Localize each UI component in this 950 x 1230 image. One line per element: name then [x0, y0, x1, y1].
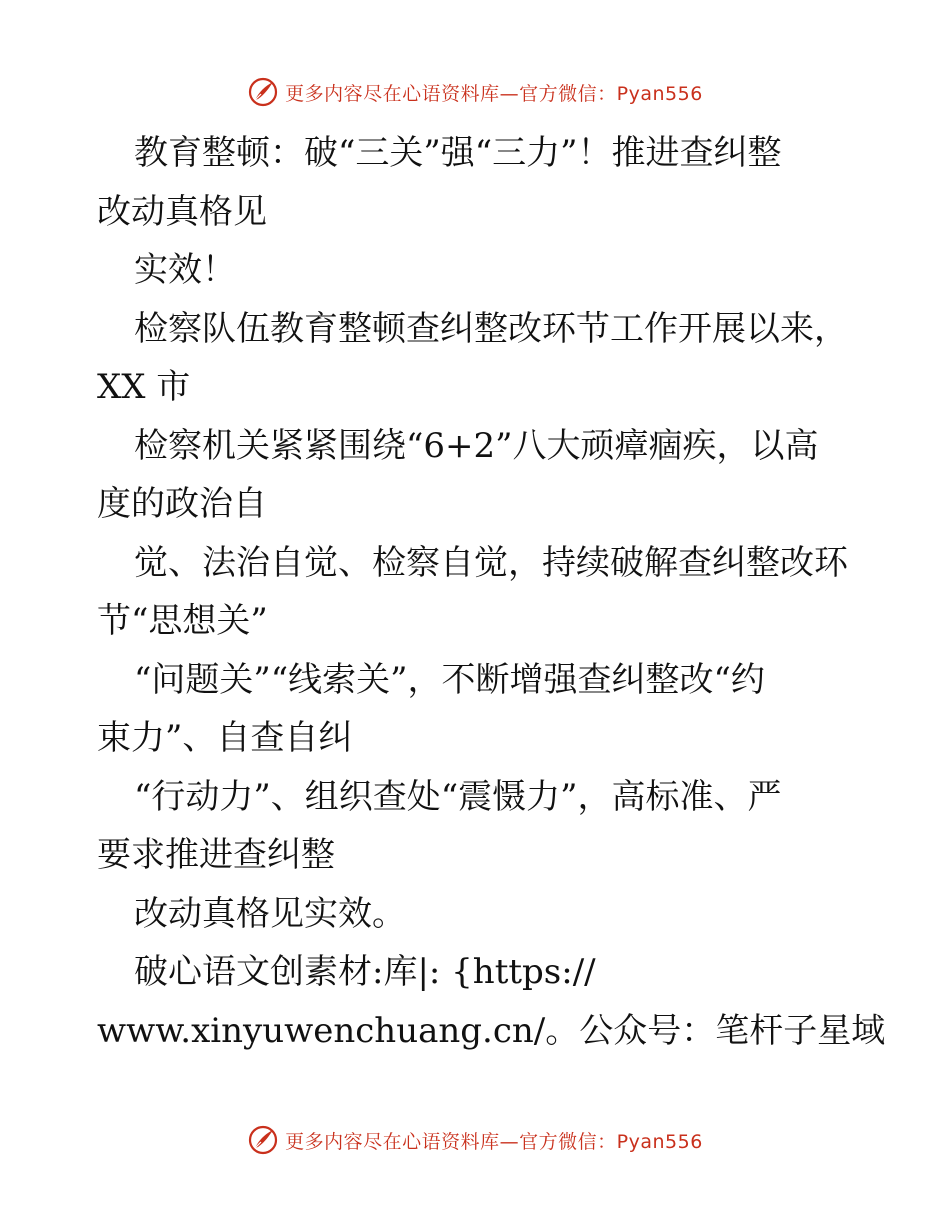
text-line: 破心语文创素材:库|: {https://: [134, 952, 596, 992]
text-line: 教育整顿：破“三关”强“三力”！推进查纠整: [134, 133, 782, 173]
text-line: “行动力”、组织查处“震慑力”，高标准、严: [134, 776, 782, 817]
text-line: 改动真格见实效。: [134, 893, 406, 934]
header-banner: [0, 72, 950, 112]
text-line: 改动真格见: [97, 191, 267, 232]
header-banner-text: 更多内容尽在心语资料库—官方微信：Pyan556: [285, 82, 703, 105]
text-line: 实效！: [134, 250, 236, 290]
text-line: 检察机关紧紧围绕“6+2”八大顽瘴痼疾，以高: [134, 425, 819, 466]
footer-banner: [0, 1120, 950, 1160]
text-line: www.xinyuwenchuang.cn/。公众号：笔杆子星域: [97, 1010, 886, 1051]
text-line: XX 市: [97, 367, 191, 407]
text-line: 要求推进查纠整: [97, 835, 335, 875]
feather-pen-circle-icon: [247, 1124, 279, 1156]
footer-banner-text: 更多内容尽在心语资料库—官方微信：Pyan556: [285, 1130, 703, 1153]
text-line: “问题关”“线索关”，不断增强查纠整改“约: [134, 659, 765, 700]
text-line: 节“思想关”: [97, 601, 268, 641]
text-line: 检察队伍教育整顿查纠整改环节工作开展以来，: [134, 308, 848, 349]
text-line: 束力”、自查自纠: [97, 718, 353, 758]
feather-pen-circle-icon: [247, 76, 279, 108]
text-line: 度的政治自: [97, 484, 267, 524]
document-body: [97, 124, 886, 1060]
text-line: 觉、法治自觉、检察自觉，持续破解查纠整改环: [134, 542, 848, 583]
